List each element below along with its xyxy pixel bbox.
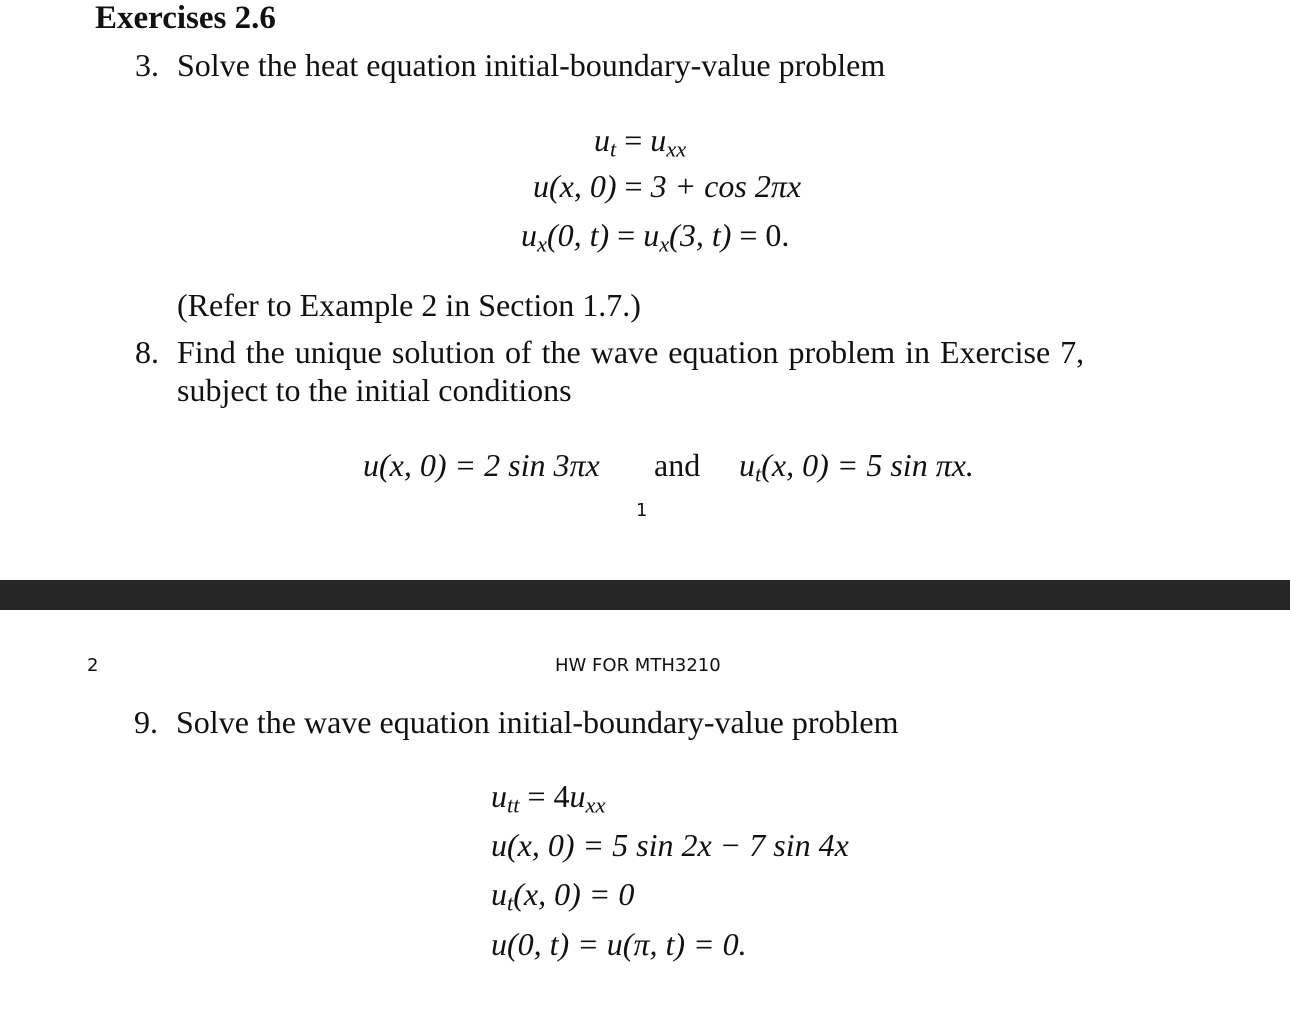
running-header: HW FOR MTH3210 [555,655,721,676]
exercise-8-line-2: subject to the initial conditions [177,372,572,408]
document-page-2 [0,610,1290,1032]
heat-initial-condition: u(x, 0) = 3 + cos 2πx [533,168,802,204]
exercise-3-note: (Refer to Example 2 in Section 1.7.) [177,287,641,323]
heat-boundary-conditions: $u_x(0$, $t) = u_x(3$, t) = 0. [521,217,790,257]
heat-equation-pde: $u_t = u_{xx}$ [594,122,687,162]
exercise-8-line-1: Find the unique solution of the wave equation problem in Exercise 7, [177,334,1085,370]
connector-and: and [654,447,701,483]
wave-initial-displacement-9: u(x, 0) = 5 sin 2x − 7 sin 4x [491,827,849,863]
wave-initial-velocity-9: $u_t(x$, 0) = 0 [491,876,635,916]
wave-initial-velocity: $u_t(x$, 0) = 5 sin πx. [739,447,974,487]
exercise-3-number: 3. [135,47,159,83]
page-number-2: 2 [87,655,99,676]
exercise-9-number: 9. [134,704,158,740]
exercise-9-prompt: Solve the wave equation initial-boundary-value problem [176,704,899,740]
wave-equation-pde: $u_{tt} = 4u_{xx}$ [491,778,606,818]
page-divider [0,580,1290,610]
wave-initial-displacement: u(x, 0) = 2 sin 3πx [363,447,600,483]
page-number-1: 1 [636,500,648,521]
wave-boundary-conditions-9: u(0, t) = u(π, t) = 0. [491,926,747,962]
exercise-8-number: 8. [135,334,159,370]
section-title: Exercises 2.6 [95,0,276,36]
exercise-3-prompt: Solve the heat equation initial-boundary-value problem [177,47,886,83]
